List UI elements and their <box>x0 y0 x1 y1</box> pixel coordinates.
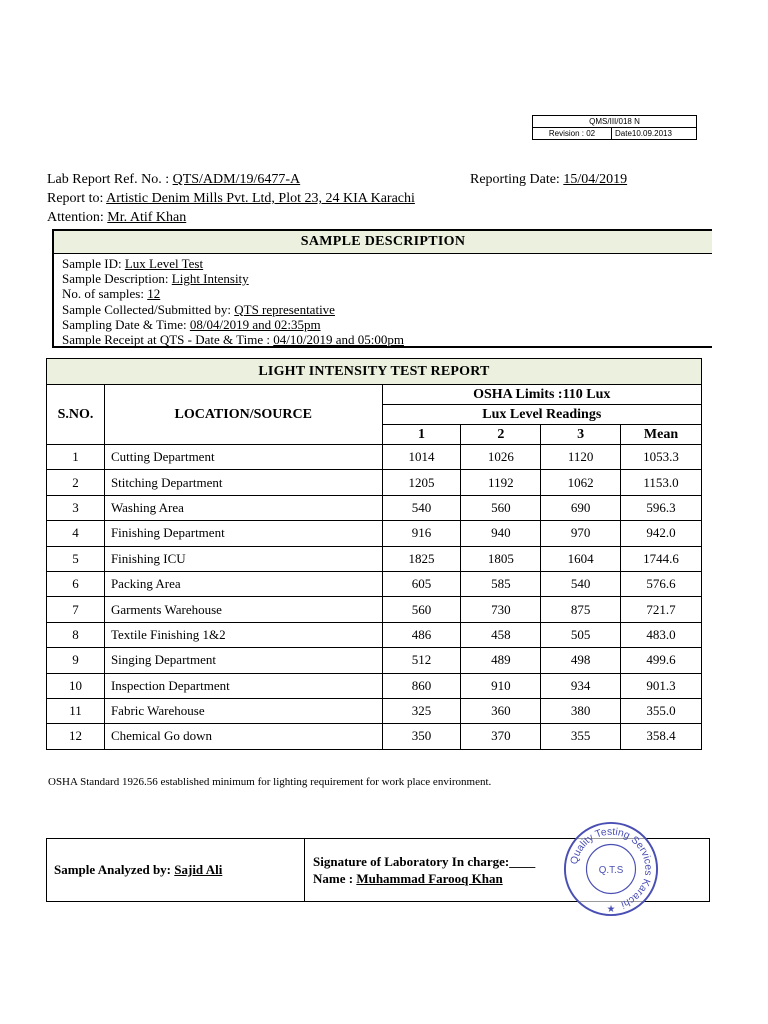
reading-2-cell: 730 <box>461 597 541 622</box>
location-cell: Textile Finishing 1&2 <box>104 622 382 647</box>
sno-cell: 11 <box>47 698 105 723</box>
reading-3-cell: 505 <box>541 622 621 647</box>
location-cell: Finishing Department <box>104 521 382 546</box>
reading-2-cell: 1026 <box>461 445 541 470</box>
location-cell: Finishing ICU <box>104 546 382 571</box>
mean-cell: 1053.3 <box>621 445 702 470</box>
table-row <box>47 571 702 596</box>
mean-cell: 576.6 <box>621 571 702 596</box>
table-row <box>47 597 702 622</box>
mean-cell: 721.7 <box>621 597 702 622</box>
mean-cell: 596.3 <box>621 495 702 520</box>
mean-cell: 355.0 <box>621 698 702 723</box>
reading-2-cell: 489 <box>461 648 541 673</box>
location-cell: Packing Area <box>104 571 382 596</box>
star-icon: ★ <box>606 904 616 916</box>
location-header: LOCATION/SOURCE <box>104 385 382 445</box>
location-cell: Cutting Department <box>104 445 382 470</box>
location-cell: Fabric Warehouse <box>104 698 382 723</box>
sno-cell: 1 <box>47 445 105 470</box>
col-header-3: 3 <box>541 425 621 445</box>
lab-incharge-name: Name : Muhammad Farooq Khan <box>313 871 503 886</box>
reading-2-cell: 560 <box>461 495 541 520</box>
reading-3-cell: 970 <box>541 521 621 546</box>
table-row <box>47 495 702 520</box>
reporting-date: Reporting Date: 15/04/2019 <box>470 172 628 187</box>
location-cell: Washing Area <box>104 495 382 520</box>
sample-description-box <box>52 229 712 348</box>
reading-3-cell: 540 <box>541 571 621 596</box>
analyzed-by: Sample Analyzed by: Sajid Ali <box>47 839 305 901</box>
reading-3-cell: 1120 <box>541 445 621 470</box>
readings-header: Lux Level Readings <box>382 405 701 425</box>
col-header-mean: Mean <box>621 425 702 445</box>
mean-cell: 1153.0 <box>621 470 702 495</box>
qms-date: Date10.09.2013 <box>615 129 672 138</box>
mean-cell: 358.4 <box>621 724 702 749</box>
lab-report-ref: Lab Report Ref. No. : QTS/ADM/19/6477-A <box>47 172 301 187</box>
sno-cell: 9 <box>47 648 105 673</box>
reading-3-cell: 355 <box>541 724 621 749</box>
reading-1-cell: 540 <box>382 495 461 520</box>
qms-revision: Revision : 02 <box>533 128 612 139</box>
sample-collected: Sample Collected/Submitted by: QTS representative <box>62 301 335 317</box>
reading-1-cell: 512 <box>382 648 461 673</box>
reading-2-cell: 910 <box>461 673 541 698</box>
sample-receipt: Sample Receipt at QTS - Date & Time : 04/10/2019 and 05:00pm <box>62 332 404 348</box>
sno-header: S.NO. <box>47 385 105 445</box>
mean-cell: 483.0 <box>621 622 702 647</box>
mean-cell: 499.6 <box>621 648 702 673</box>
mean-cell: 901.3 <box>621 673 702 698</box>
sample-count: No. of samples: 12 <box>62 286 161 302</box>
reading-1-cell: 486 <box>382 622 461 647</box>
stamp-center-text: Q.T.S <box>598 864 624 876</box>
reading-1-cell: 350 <box>382 724 461 749</box>
reading-1-cell: 860 <box>382 673 461 698</box>
light-intensity-table <box>46 358 702 750</box>
table-row <box>47 521 702 546</box>
reading-2-cell: 458 <box>461 622 541 647</box>
reading-2-cell: 940 <box>461 521 541 546</box>
reading-3-cell: 1062 <box>541 470 621 495</box>
analyst-name: Sajid Ali <box>174 862 223 877</box>
qts-stamp <box>562 820 660 918</box>
table-row <box>47 622 702 647</box>
reading-3-cell: 380 <box>541 698 621 723</box>
reading-1-cell: 1014 <box>382 445 461 470</box>
sample-id: Sample ID: Lux Level Test <box>62 256 204 271</box>
location-cell: Chemical Go down <box>104 724 382 749</box>
table-row <box>47 648 702 673</box>
attention: Attention: Mr. Atif Khan <box>47 210 187 225</box>
table-row <box>47 470 702 495</box>
table-row <box>47 724 702 749</box>
sample-desc: Sample Description: Light Intensity <box>62 271 249 287</box>
sno-cell: 12 <box>47 724 105 749</box>
reading-3-cell: 690 <box>541 495 621 520</box>
reading-2-cell: 1805 <box>461 546 541 571</box>
location-cell: Garments Warehouse <box>104 597 382 622</box>
reading-2-cell: 370 <box>461 724 541 749</box>
osha-note: OSHA Standard 1926.56 established minimum for lighting requirement for work place environment. <box>48 776 492 788</box>
table-row <box>47 445 702 470</box>
location-cell: Singing Department <box>104 648 382 673</box>
col-header-1: 1 <box>382 425 461 445</box>
reading-2-cell: 585 <box>461 571 541 596</box>
osha-limits: OSHA Limits :110 Lux <box>382 385 701 405</box>
qms-code: QMS/III/018 N <box>589 117 640 126</box>
table-title: LIGHT INTENSITY TEST REPORT <box>47 359 702 385</box>
reading-1-cell: 605 <box>382 571 461 596</box>
sno-cell: 5 <box>47 546 105 571</box>
reading-3-cell: 875 <box>541 597 621 622</box>
stamp-ring-text: Quality Testing Services Karachi <box>568 826 654 910</box>
reading-1-cell: 560 <box>382 597 461 622</box>
location-cell: Inspection Department <box>104 673 382 698</box>
reading-3-cell: 498 <box>541 648 621 673</box>
reading-1-cell: 916 <box>382 521 461 546</box>
mean-cell: 942.0 <box>621 521 702 546</box>
sno-cell: 7 <box>47 597 105 622</box>
reporting-date-value: 15/04/2019 <box>563 172 628 187</box>
sampling-date: Sampling Date & Time: 08/04/2019 and 02:35pm <box>62 316 321 332</box>
sample-description-title: SAMPLE DESCRIPTION <box>54 231 712 254</box>
report-to-value: Artistic Denim Mills Pvt. Ltd, Plot 23, 24 KIA Karachi <box>106 191 415 206</box>
col-header-2: 2 <box>461 425 541 445</box>
sno-cell: 3 <box>47 495 105 520</box>
attention-value: Mr. Atif Khan <box>107 210 187 225</box>
document-control-box <box>532 115 697 140</box>
reading-3-cell: 1604 <box>541 546 621 571</box>
sno-cell: 6 <box>47 571 105 596</box>
report-to: Report to: Artistic Denim Mills Pvt. Ltd, Plot 23, 24 KIA Karachi <box>47 191 415 206</box>
reading-2-cell: 1192 <box>461 470 541 495</box>
reading-1-cell: 325 <box>382 698 461 723</box>
location-cell: Stitching Department <box>104 470 382 495</box>
table-row <box>47 698 702 723</box>
table-row <box>47 546 702 571</box>
reading-1-cell: 1825 <box>382 546 461 571</box>
sno-cell: 10 <box>47 673 105 698</box>
reading-1-cell: 1205 <box>382 470 461 495</box>
reading-2-cell: 360 <box>461 698 541 723</box>
ref-number: QTS/ADM/19/6477-A <box>172 172 301 187</box>
sno-cell: 2 <box>47 470 105 495</box>
signature-line: Signature of Laboratory In charge:____ <box>313 854 536 869</box>
sno-cell: 8 <box>47 622 105 647</box>
table-row <box>47 673 702 698</box>
reading-3-cell: 934 <box>541 673 621 698</box>
sno-cell: 4 <box>47 521 105 546</box>
mean-cell: 1744.6 <box>621 546 702 571</box>
